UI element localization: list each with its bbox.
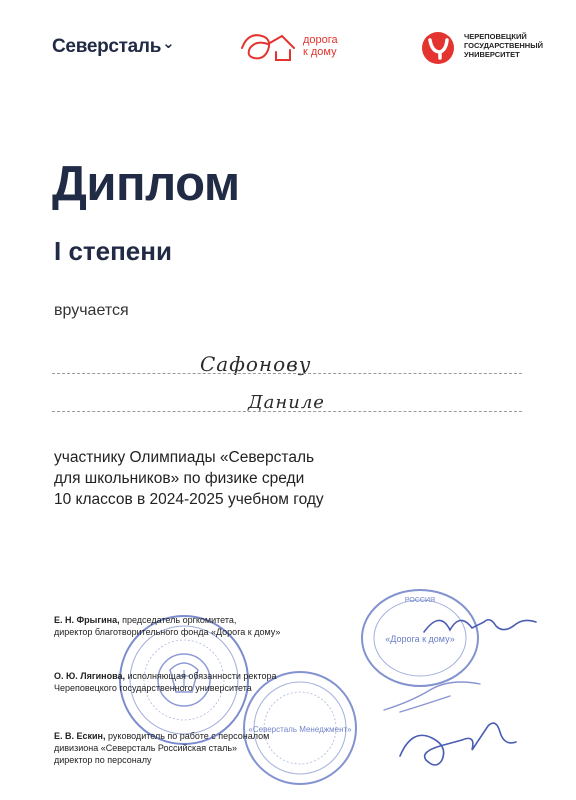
recipient-line-1 [52, 373, 522, 374]
signature-2 [380, 676, 490, 716]
severstal-logo: Северсталь⌄ [52, 35, 175, 57]
severstal-mark-icon: ⌄ [162, 35, 175, 52]
signature-1 [420, 604, 540, 644]
university-logo-text: ЧЕРЕПОВЕЦКИЙ ГОСУДАРСТВЕННЫЙ УНИВЕРСИТЕТ [464, 32, 543, 59]
recipient-line-2 [52, 411, 522, 412]
doroga-k-domu-logo [238, 26, 358, 70]
diploma-title: Диплом [52, 157, 240, 211]
recipient-name: Даниле [248, 392, 325, 413]
signature-3 [392, 716, 522, 776]
signatory-2: О. Ю. Лягинова, исполняющая обязанности ректора Череповецкого государственного университета [54, 671, 277, 693]
signatory-1: Е. Н. Фрыгина, председатель оргкомитета, директор благотворительного фонда «Дорога к дому» [54, 615, 281, 637]
university-emblem-icon [420, 30, 458, 66]
university-logo [420, 30, 550, 66]
signatory-3: Е. В. Ескин, руководитель по работе с персоналом дивизиона «Северсталь Российская сталь» директор по персоналу [54, 731, 270, 765]
doroga-house-icon [238, 26, 300, 70]
diploma-description: участнику Олимпиады «Северсталь для школьников» по физике среди 10 классов в 2024-2025 учебном году [54, 449, 324, 508]
fund-stamp-center-text: «Дорога к дому» [385, 634, 455, 644]
fund-stamp-top-text: РОССИЯ [404, 597, 436, 604]
doroga-logo-text: дорога к дому [303, 34, 338, 58]
recipient-surname: Сафонову [200, 352, 312, 376]
severstal-stamp-text: «Северсталь Менеджмент» [248, 725, 352, 734]
diploma-degree: I степени [54, 236, 172, 266]
awarded-text: вручается [54, 302, 129, 319]
